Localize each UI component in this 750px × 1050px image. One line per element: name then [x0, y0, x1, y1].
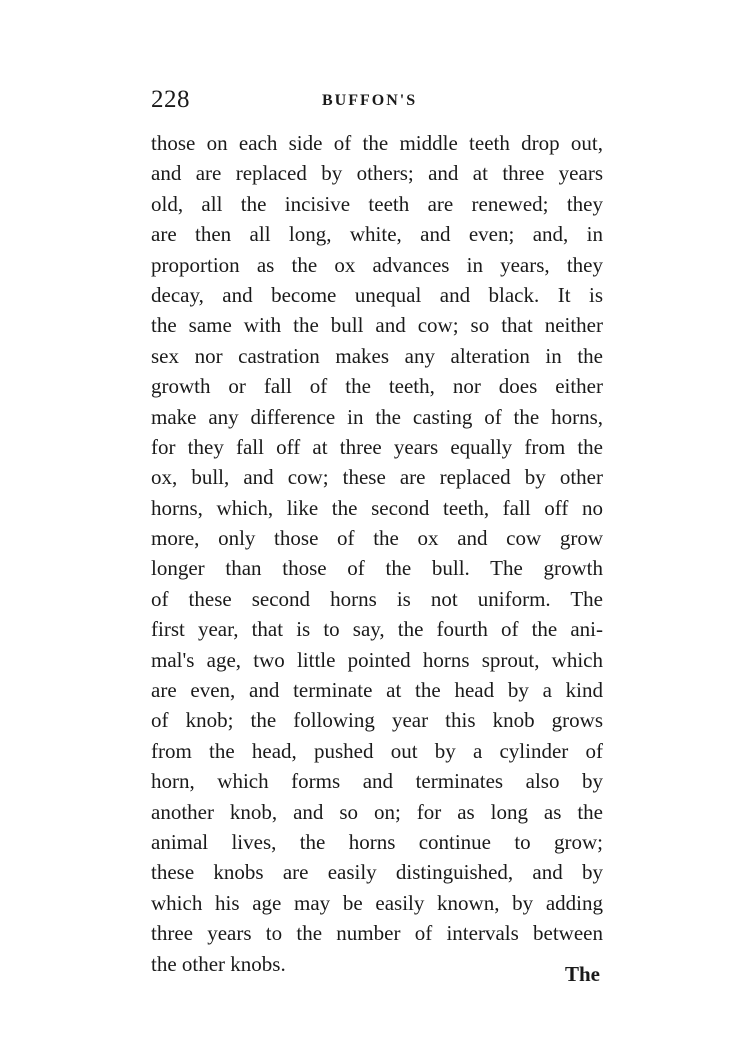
- text-line: of these second horns is not uniform. The: [151, 586, 603, 611]
- text-line: sex nor castration makes any alteration in the: [151, 343, 603, 368]
- text-line: are even, and terminate at the head by a kind: [151, 678, 603, 703]
- text-line: ox, bull, and cow; these are replaced by other: [151, 465, 603, 490]
- text-line: mal's age, two little pointed horns sprout, which: [151, 647, 603, 672]
- text-line: three years to the number of intervals between: [151, 921, 603, 946]
- text-line: for they fall off at three years equally from the: [151, 434, 603, 459]
- text-line: proportion as the ox advances in years, they: [151, 252, 603, 277]
- catchword: The: [564, 962, 600, 986]
- page-number: 228: [151, 86, 190, 113]
- text-line: decay, and become unequal and black. It is: [151, 282, 603, 307]
- text-line: the same with the bull and cow; so that neither: [151, 313, 603, 338]
- text-line: more, only those of the ox and cow grow: [151, 526, 603, 551]
- text-line: growth or fall of the teeth, nor does either: [151, 374, 603, 399]
- text-line: animal lives, the horns continue to grow;: [151, 829, 603, 854]
- text-line: of knob; the following year this knob grows: [151, 708, 603, 733]
- text-line: which his age may be easily known, by adding: [151, 890, 603, 915]
- running-head: BUFFON'S: [322, 92, 418, 109]
- text-line: first year, that is to say, the fourth of the ani-: [151, 617, 603, 642]
- text-line: are then all long, white, and even; and, in: [151, 222, 603, 247]
- text-line: those on each side of the middle teeth drop out,: [151, 131, 603, 155]
- text-line: from the head, pushed out by a cylinder of: [151, 738, 603, 763]
- text-line-last: the other knobs.: [151, 951, 286, 976]
- text-line: make any difference in the casting of the horns,: [151, 404, 603, 429]
- text-line: horns, which, like the second teeth, fall off no: [151, 495, 603, 520]
- page-header: [151, 86, 611, 120]
- text-line: another knob, and so on; for as long as the: [151, 799, 603, 824]
- text-line: old, all the incisive teeth are renewed; they: [151, 191, 603, 216]
- text-line: and are replaced by others; and at three years: [151, 161, 603, 186]
- text-line: longer than those of the bull. The growth: [151, 556, 603, 581]
- text-line: these knobs are easily distinguished, and by: [151, 860, 603, 885]
- text-line: horn, which forms and terminates also by: [151, 769, 603, 794]
- body-text: [151, 128, 603, 979]
